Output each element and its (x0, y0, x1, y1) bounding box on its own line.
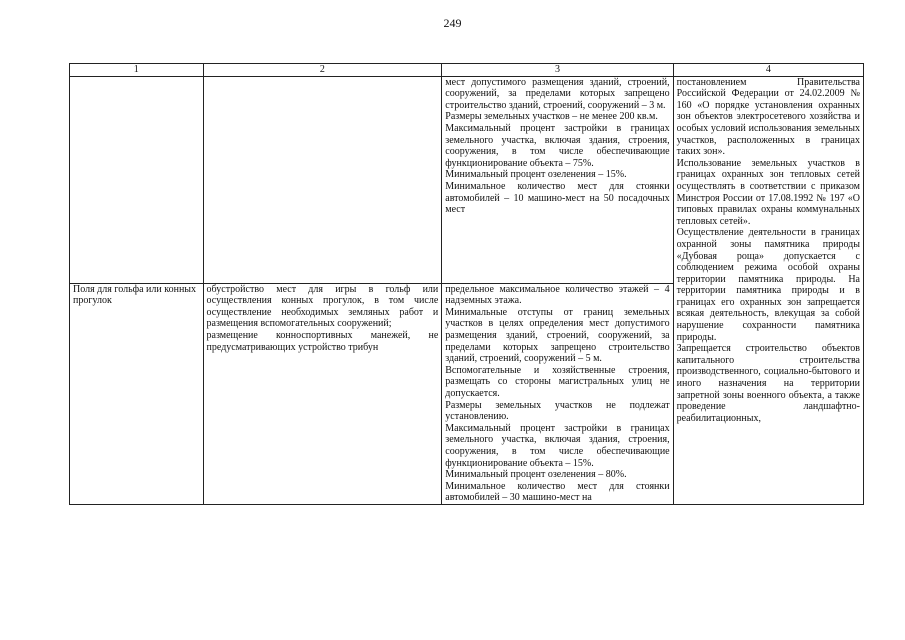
row2-description-golf: обустройство мест для игры в гольф или осуществления конных прогулок, в том числе осуществление необходимых земляных работ и размещения вспомогательных сооружений; (206, 283, 439, 330)
column-number-3: 3 (442, 64, 673, 77)
row2-description-cell (203, 283, 442, 504)
row2-param-greenery: Минимальный процент озеленения – 80%. (445, 469, 627, 481)
row2-param-parking: Минимальное количество мест для стоянки автомобилей – 30 машино-мест на (445, 480, 670, 504)
row2-param-floors: предельное максимальное количество этажей – 4 надземных этажа. (445, 283, 670, 307)
restriction-power-grid: постановлением Правительства Российской Федерации от 24.02.2009 № 160 «О порядке установления охранных зон объектов электросетевого хозяйства и особых условий использования земельных участков, расположенных в границах таких зон». (676, 76, 860, 158)
row1-parameters-cell (442, 76, 673, 283)
column-number-1: 1 (70, 64, 204, 77)
restriction-nature-monument: Осуществление деятельности в границах охранной зоны памятника природы «Дубовая роща» допускается с соблюдением режима особой охраны территории памятника природы. На территории памятника природы и в границах его охранных зон запрещается всякая деятельность, влекущая за собой нарушение сохранности памятника природы. (676, 227, 860, 343)
restriction-military-zone: Запрещается строительство объектов капитального строительства производственного, социально-бытового и иного назначения на территории запретной зоны военного объекта, а также проведение ландшафтно-реабилитационных, (676, 343, 860, 424)
page-number: 249 (443, 16, 462, 30)
row2-param-auxiliary-buildings: Вспомогательные и хозяйственные строения, размещать со стороны магистральных улиц не допускается. (445, 364, 670, 399)
row1-description-cell (203, 76, 442, 283)
row1-param-building-coverage: Максимальный процент застройки в границах земельного участка, включая здания, строения, сооружения, в том числе обеспечивающие функционирование объекта – 75%. (445, 122, 670, 169)
row1-param-parking: Минимальное количество мест для стоянки автомобилей – 10 машино-мест на 50 посадочных мест (445, 180, 670, 216)
row2-param-building-coverage: Максимальный процент застройки в границах земельного участка, включая здания, строения, сооружения, в том числе обеспечивающие функционирование объекта – 15%. (445, 422, 670, 469)
row1-param-plot-size: Размеры земельных участков – не менее 200 кв.м. (445, 111, 658, 123)
row2-param-plot-size: Размеры земельных участков не подлежат установлению. (445, 399, 670, 423)
row1-use-type-cell (70, 76, 204, 283)
row2-use-type-cell: Поля для гольфа или конных прогулок (70, 283, 204, 504)
table-header-row (70, 64, 864, 77)
table-row (70, 76, 864, 283)
row2-description-equestrian: размещение конноспортивных манежей, не предусматривающих устройство трибун (206, 329, 439, 353)
restriction-heat-networks: Использование земельных участков в границах охранных зон тепловых сетей осуществлять в соответствии с приказом Минстроя России от 17.08.1992 № 197 «О типовых правилах охраны коммунальных тепловых сетей». (676, 157, 860, 227)
regulations-table (69, 63, 864, 505)
row1-param-greenery: Минимальный процент озеленения – 15%. (445, 169, 627, 181)
row2-parameters-cell (442, 283, 673, 504)
row2-param-setback: Минимальные отступы от границ земельных участков в целях определения мест допустимого размещения зданий, строений, сооружений, за пределами которых запрещено строительство зданий, строений, сооружений – 5 м. (445, 306, 670, 365)
column-number-4: 4 (673, 64, 863, 77)
restrictions-cell (673, 76, 863, 504)
column-number-2: 2 (203, 64, 442, 77)
row1-param-setback: мест допустимого размещения зданий, строений, сооружений, за пределами которых запрещено строительство зданий, строений, сооружений – 3 м. (445, 76, 670, 111)
